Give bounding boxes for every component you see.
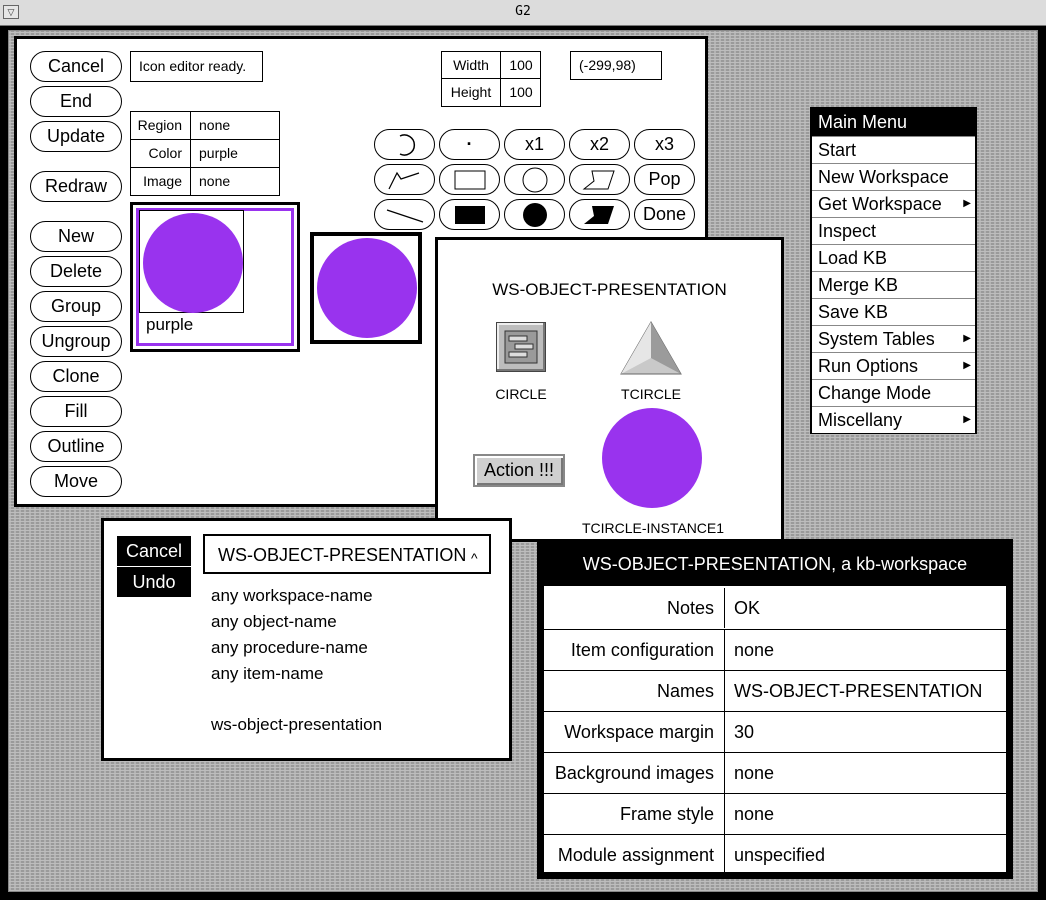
edit-field-text: WS-OBJECT-PRESENTATION: [218, 545, 467, 565]
text-cursor-icon: ^: [471, 550, 478, 566]
table-row[interactable]: [544, 670, 1006, 711]
menu-item-label: Change Mode: [818, 383, 932, 403]
filled-circle-tool-button[interactable]: [504, 199, 565, 230]
hint-object-name[interactable]: any object-name: [211, 612, 337, 631]
submenu-arrow-icon: ▶: [963, 198, 971, 209]
table-row[interactable]: [544, 752, 1006, 793]
done-button[interactable]: Done: [634, 199, 695, 230]
menu-item-inspect[interactable]: [812, 217, 975, 244]
cancel-button[interactable]: Cancel: [30, 51, 122, 82]
x2-button[interactable]: x2: [569, 129, 630, 160]
attribute-key: Background images: [544, 753, 725, 793]
layer-properties-table: [130, 111, 280, 196]
attribute-value[interactable]: none: [734, 804, 775, 824]
layers-panel[interactable]: [130, 202, 300, 352]
arc-tool-icon: [390, 132, 420, 158]
submenu-arrow-icon: ▶: [963, 333, 971, 344]
main-menu[interactable]: [810, 107, 977, 434]
menu-item-label: Get Workspace: [818, 194, 942, 214]
attribute-value[interactable]: OK: [734, 598, 761, 618]
menu-item-label: Merge KB: [818, 275, 899, 295]
new-button[interactable]: New: [30, 221, 122, 252]
pop-button[interactable]: Pop: [634, 164, 695, 195]
circle-class-label: CIRCLE: [495, 386, 547, 402]
menu-item-label: Start: [818, 140, 857, 160]
height-value[interactable]: 100: [509, 84, 533, 100]
attribute-table[interactable]: [537, 539, 1013, 879]
lines-tool-button[interactable]: [374, 164, 435, 195]
edit-cancel-button[interactable]: Cancel: [117, 536, 191, 566]
arc-tool-button[interactable]: [374, 129, 435, 160]
attribute-key: Names: [544, 671, 725, 711]
attribute-key: Notes: [544, 588, 725, 628]
filled-rectangle-tool-icon: [453, 203, 487, 227]
attribute-value[interactable]: WS-OBJECT-PRESENTATION: [734, 681, 983, 701]
tcircle-class-label: TCIRCLE: [621, 386, 681, 402]
filled-polygon-tool-icon: [580, 202, 620, 228]
table-row[interactable]: [544, 711, 1006, 752]
region-label: Region: [131, 112, 191, 140]
hint-procedure-name[interactable]: any procedure-name: [211, 638, 368, 657]
completion-suggestion[interactable]: ws-object-presentation: [211, 715, 383, 734]
action-button[interactable]: Action !!!: [473, 454, 565, 487]
menu-item-new-workspace[interactable]: [812, 163, 975, 190]
line-tool-icon: [383, 202, 427, 228]
clone-button[interactable]: Clone: [30, 361, 122, 392]
menu-item-system-tables[interactable]: [812, 325, 975, 352]
hint-item-name[interactable]: any item-name: [211, 664, 324, 683]
tcircle-class-icon[interactable]: [619, 320, 683, 376]
tcircle-instance-label: TCIRCLE-INSTANCE1: [581, 520, 725, 536]
fill-button[interactable]: Fill: [30, 396, 122, 427]
workspace-title: WS-OBJECT-PRESENTATION: [492, 280, 727, 299]
window-title-bar[interactable]: [0, 0, 1046, 26]
rectangle-tool-icon: [453, 168, 487, 192]
polygon-tool-icon: [580, 167, 620, 193]
menu-item-label: Inspect: [818, 221, 877, 241]
icon-preview: [310, 232, 422, 344]
rectangle-tool-button[interactable]: [439, 164, 500, 195]
attribute-value[interactable]: unspecified: [734, 845, 826, 865]
menu-item-save-kb[interactable]: [812, 298, 975, 325]
menu-item-start[interactable]: [812, 136, 975, 163]
group-button[interactable]: Group: [30, 291, 122, 322]
menu-item-merge-kb[interactable]: [812, 271, 975, 298]
region-value[interactable]: none: [191, 112, 279, 140]
width-value[interactable]: 100: [501, 52, 541, 79]
polygon-tool-button[interactable]: [569, 164, 630, 195]
preview-circle-icon: [317, 238, 417, 338]
menu-item-label: Save KB: [818, 302, 889, 322]
attribute-key: Workspace margin: [544, 712, 725, 752]
edit-undo-button[interactable]: Undo: [117, 567, 191, 597]
cursor-coordinates: (-299,98): [570, 51, 662, 80]
hint-workspace-name[interactable]: any workspace-name: [211, 586, 373, 605]
width-label: Width: [442, 52, 501, 79]
menu-item-label: System Tables: [818, 329, 935, 349]
menu-item-label: Load KB: [818, 248, 888, 268]
edit-text-field[interactable]: [203, 534, 491, 574]
status-message: Icon editor ready.: [130, 51, 263, 82]
move-button[interactable]: Move: [30, 466, 122, 497]
line-tool-button[interactable]: [374, 199, 435, 230]
table-row[interactable]: [544, 629, 1006, 670]
menu-item-label: Run Options: [818, 356, 919, 376]
size-table: [441, 51, 541, 107]
end-button[interactable]: End: [30, 86, 122, 117]
attribute-key: Frame style: [544, 794, 725, 834]
point-tool-button[interactable]: ·: [439, 129, 500, 160]
attribute-value[interactable]: 30: [734, 722, 755, 742]
submenu-arrow-icon: ▶: [963, 414, 971, 425]
tcircle-instance-icon[interactable]: [602, 408, 702, 508]
image-value[interactable]: none: [199, 173, 231, 189]
attribute-key: Module assignment: [544, 835, 725, 875]
submenu-arrow-icon: ▶: [963, 360, 971, 371]
filled-polygon-tool-button[interactable]: [569, 199, 630, 230]
color-label: Color: [131, 140, 191, 168]
attribute-table-title: WS-OBJECT-PRESENTATION, a kb-workspace: [540, 542, 1010, 586]
menu-item-change-mode[interactable]: [812, 379, 975, 406]
filled-circle-tool-icon: [521, 201, 549, 229]
lines-tool-icon: [385, 167, 425, 193]
menu-item-get-workspace[interactable]: [812, 190, 975, 217]
redraw-button[interactable]: Redraw: [30, 171, 122, 202]
table-row[interactable]: [544, 793, 1006, 834]
ungroup-button[interactable]: Ungroup: [30, 326, 122, 357]
x1-button[interactable]: x1: [504, 129, 565, 160]
layer-label: purple: [146, 315, 194, 334]
circle-class-icon[interactable]: [496, 322, 546, 372]
circle-tool-icon: [521, 166, 549, 194]
table-row[interactable]: [544, 588, 1006, 629]
delete-button[interactable]: Delete: [30, 256, 122, 287]
menu-item-run-options[interactable]: [812, 352, 975, 379]
table-row[interactable]: [544, 834, 1006, 875]
attribute-value[interactable]: none: [734, 763, 775, 783]
layer-circle-icon: [143, 213, 243, 313]
menu-item-label: New Workspace: [818, 167, 949, 187]
x3-button[interactable]: x3: [634, 129, 695, 160]
main-menu-title: Main Menu: [812, 109, 975, 136]
menu-item-load-kb[interactable]: [812, 244, 975, 271]
height-label: Height: [442, 79, 501, 106]
outline-button[interactable]: Outline: [30, 431, 122, 462]
color-value[interactable]: purple: [191, 140, 279, 168]
menu-item-label: Miscellany: [818, 410, 903, 430]
name-edit-dialog[interactable]: [101, 518, 512, 761]
window-menu-button[interactable]: ▽: [3, 5, 19, 19]
window-title: G2: [515, 4, 531, 19]
circle-class-glyph: [497, 323, 545, 371]
menu-item-miscellany[interactable]: [812, 406, 975, 433]
ws-object-presentation-workspace[interactable]: [435, 237, 784, 542]
image-label: Image: [131, 168, 191, 195]
circle-tool-button[interactable]: [504, 164, 565, 195]
filled-rectangle-tool-button[interactable]: [439, 199, 500, 230]
update-button[interactable]: Update: [30, 121, 122, 152]
attribute-value[interactable]: none: [734, 640, 775, 660]
attribute-key: Item configuration: [544, 630, 725, 670]
